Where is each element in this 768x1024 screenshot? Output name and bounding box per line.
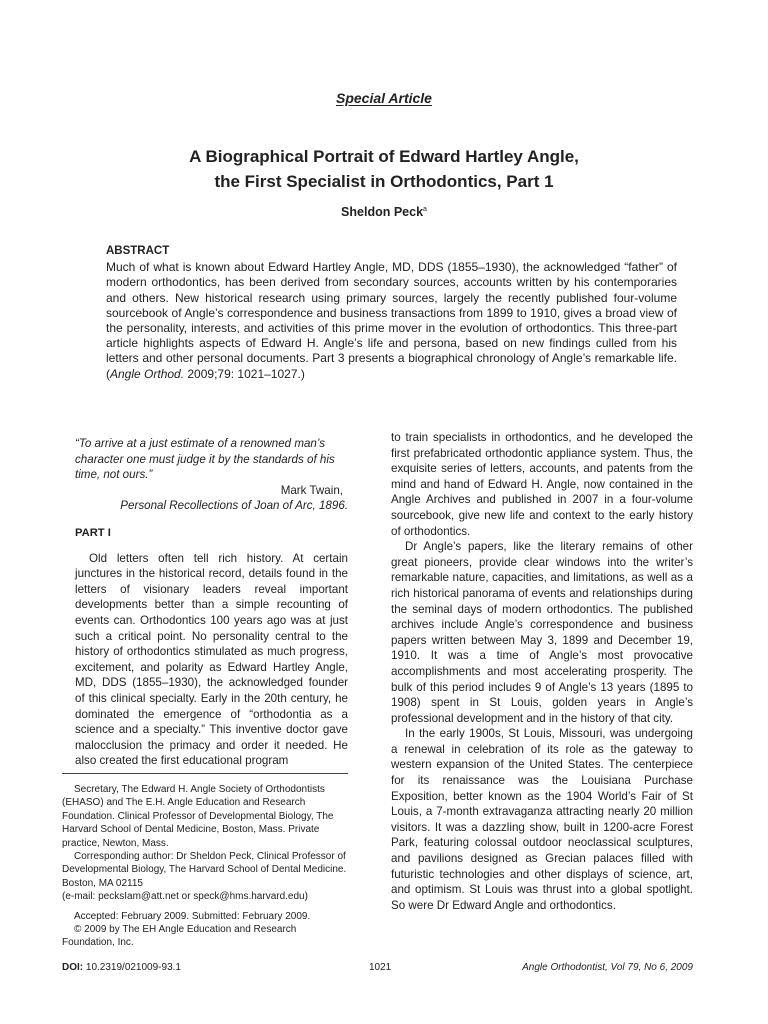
footnote-copyright: © 2009 by The EH Angle Education and Research Foundation, Inc.: [62, 924, 297, 949]
abstract-body: [106, 260, 677, 382]
footnote-corresponding: Corresponding author: Dr Sheldon Peck, Clinical Professor of Developmental Biology, The Harvard School of Dental Medicine. Boston, MA 02115: [62, 851, 347, 889]
doi-label: DOI:: [62, 962, 84, 973]
title-line-2: the First Specialist in Orthodontics, Part 1: [214, 172, 554, 191]
abstract-citation-journal: Angle Orthod.: [110, 366, 185, 381]
footnote-affiliation: Secretary, The Edward H. Angle Society of Orthodontists (EHASO) and The E.H. Angle Education and Research Foundation. Clinical Professor of Developmental Biology, The Harvard School of Dental Medicine, Boston, Mass. Private practice, Newton, Mass.: [62, 784, 334, 849]
left-column: [75, 436, 348, 769]
footer-journal: Angle Orthodontist, Vol 79, No 6, 2009: [522, 962, 693, 973]
epigraph-author: Mark Twain,: [280, 483, 343, 497]
body-paragraph-left: Old letters often tell rich history. At certain junctures in the historical record, details found in the letters of visionary leaders reveal important developments better than a simple recounting of events can. Orthodontics 100 years ago was at just such a critical point. No personality central to the history of orthodontics stimulated as much progress, excitement, and polarity as Edward Hartley Angle, MD, DDS (1855–1930), the acknowledged founder of this clinical specialty. Early in the 20th century, he dominated the emergence of “orthodontia as a science and a specialty.” This inventive doctor gave malocclusion the primacy and order it needed. He also created the first educational program: [75, 551, 348, 768]
epigraph-source: Personal Recollections of Joan of Arc, 1896.: [120, 499, 348, 513]
author-name: Sheldon Peck: [341, 205, 424, 219]
abstract-text: Much of what is known about Edward Hartley Angle, MD, DDS (1855–1930), the acknowledged “father” of modern orthodontics, has been derived from secondary sources, accounts written by his contemporaries and others. New historical research using primary sources, largely the recently published four-volume sourcebook of Angle’s correspondence and business transactions from 1899 to 1910, gives a broad view of the personality, interests, and activities of this prime mover in the evolution of orthodontics. This three-part article highlights aspects of Edward H. Angle’s life and persona, based on new findings culled from his letters and other personal documents. Part 3 presents a biographical chronology of Angle’s remarkable life. (: [106, 260, 677, 381]
doi-value: 10.2319/021009-93.1: [83, 962, 181, 973]
body-paragraph-right-3: In the early 1900s, St Louis, Missouri, was undergoing a renewal in celebration of its role as the gateway to western expansion of the United States. The centerpiece for its renaissance was the Louisiana Purchase Exposition, better known as the 1904 World’s Fair of St Louis, a 7-month extravaganza attracting nearly 20 million visitors. It was a dazzling show, built in 1200-acre Forest Park, featuring colossal outdoor neoclassical sculptures, and pavilions designed as Grecian palaces filled with futuristic technologies and other displays of science, art, and optimism. St Louis was thrust into a global spotlight. So were Dr Edward Angle and orthodontics.: [391, 727, 693, 912]
body-paragraph-right-2: Dr Angle’s papers, like the literary remains of other great pioneers, provide clear windows into the writer’s remarkable nature, capacities, and limitations, as well as a rich historical panorama of events and relationships during the seminal days of modern orthodontics. The published archives include Angle’s correspondence and business papers written between May 3, 1899 and December 19, 1910. It was a time of Angle’s most provocative accomplishments and most accelerating prosperity. The bulk of this period includes 9 of Angle’s 13 years (1895 to 1908) spent in St Louis, golden years in Angle’s professional development and in the history of that city.: [391, 540, 693, 725]
body-paragraph-right-1: to train specialists in orthodontics, and he developed the first prefabricated orthodontic appliance system. Thus, the exquisite series of letters, accounts, and patents from the mind and hand of Edward H. Angle, now contained in the Angle Archives and published in 2007 in a four-volume sourcebook, give new life and context to the early history of orthodontics.: [391, 431, 693, 538]
title-line-1: A Biographical Portrait of Edward Hartley Angle,: [189, 147, 579, 166]
article-title: [60, 144, 708, 194]
section-label: Special Article: [336, 90, 432, 106]
abstract: [106, 244, 677, 382]
page-number: 1021: [369, 962, 392, 973]
epigraph-quote: “To arrive at a just estimate of a renowned man’s character one must judge it by the standards of his time, not ours.”: [75, 437, 335, 482]
abstract-heading: ABSTRACT: [106, 245, 170, 257]
footnotes: [62, 773, 348, 950]
footnote-dates: Accepted: February 2009. Submitted: February 2009.: [74, 910, 311, 922]
author-superscript: a: [423, 205, 427, 213]
footer-doi: [62, 962, 181, 973]
part-heading: PART I: [75, 526, 111, 539]
right-column: [391, 430, 693, 913]
author-line: [0, 205, 768, 219]
footnote-email: (e-mail: pecksIam@att.net or speck@hms.harvard.edu): [62, 891, 308, 903]
abstract-citation-rest: 2009;79: 1021–1027.): [184, 366, 305, 381]
